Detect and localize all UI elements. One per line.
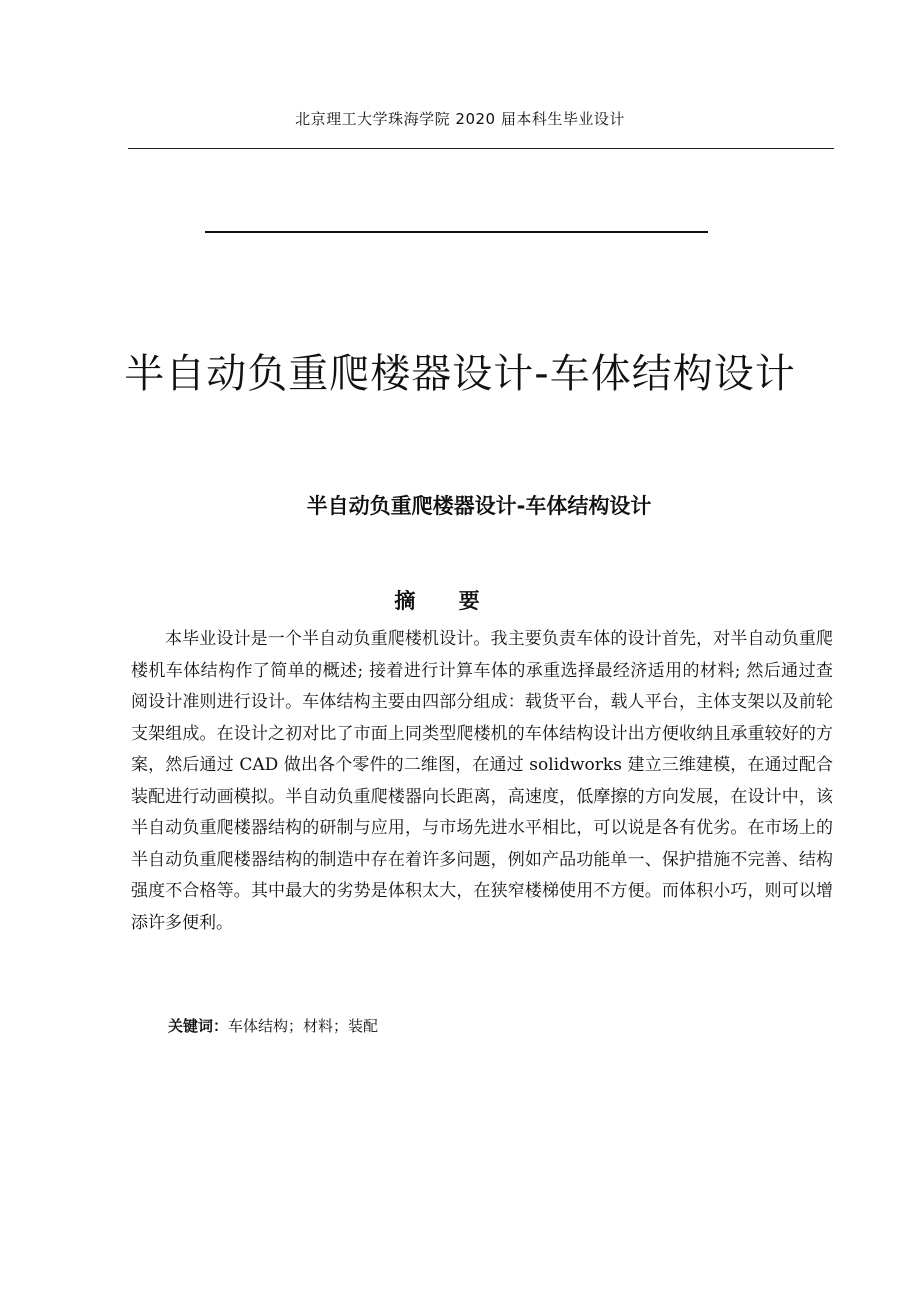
abstract-paragraph: 本毕业设计是一个半自动负重爬楼机设计。我主要负责车体的设计首先，对半自动负重爬楼机车体结构作了简单的概述; 接着进行计算车体的承重选择最经济适用的材料; 然后通过查阅设计准则进行设计。车体结构主要由四部分组成：载货平台，载人平台，主体支架以及前轮支架组成。在设计之初对比了市面上同类型爬楼机的车体结构设计出方便收纳且承重较好的方案，然后通过 CAD 做出各个零件的二维图，在通过 solidworks 建立三维建模，在通过配合装配进行动画模拟。半自动负重爬楼器向长距离，高速度，低摩擦的方向发展，在设计中，该半自动负重爬楼器结构的研制与应用，与市场先进水平相比，可以说是各有优劣。在市场上的半自动负重爬楼器结构的制造中存在着许多问题，例如产品功能单一、保护措施不完善、结构强度不合格等。其中最大的劣势是体积太大，在狭窄楼梯使用不方便。而体积小巧，则可以增添许多便利。 xyxy=(131,629,833,933)
keywords-label: 关键词： xyxy=(168,1017,229,1035)
keywords-value: 车体结构；材料；装配 xyxy=(228,1017,379,1035)
running-header: 北京理工大学珠海学院 2020 届本科生毕业设计 xyxy=(295,110,625,128)
title-underline-rule xyxy=(205,231,708,233)
page-title: 半自动负重爬楼器设计-车体结构设计 xyxy=(124,351,796,397)
keywords-line xyxy=(168,1015,378,1036)
header-divider xyxy=(128,148,834,149)
abstract-heading: 摘 要 xyxy=(394,589,498,613)
abstract-subtitle: 半自动负重爬楼器设计-车体结构设计 xyxy=(306,494,652,518)
